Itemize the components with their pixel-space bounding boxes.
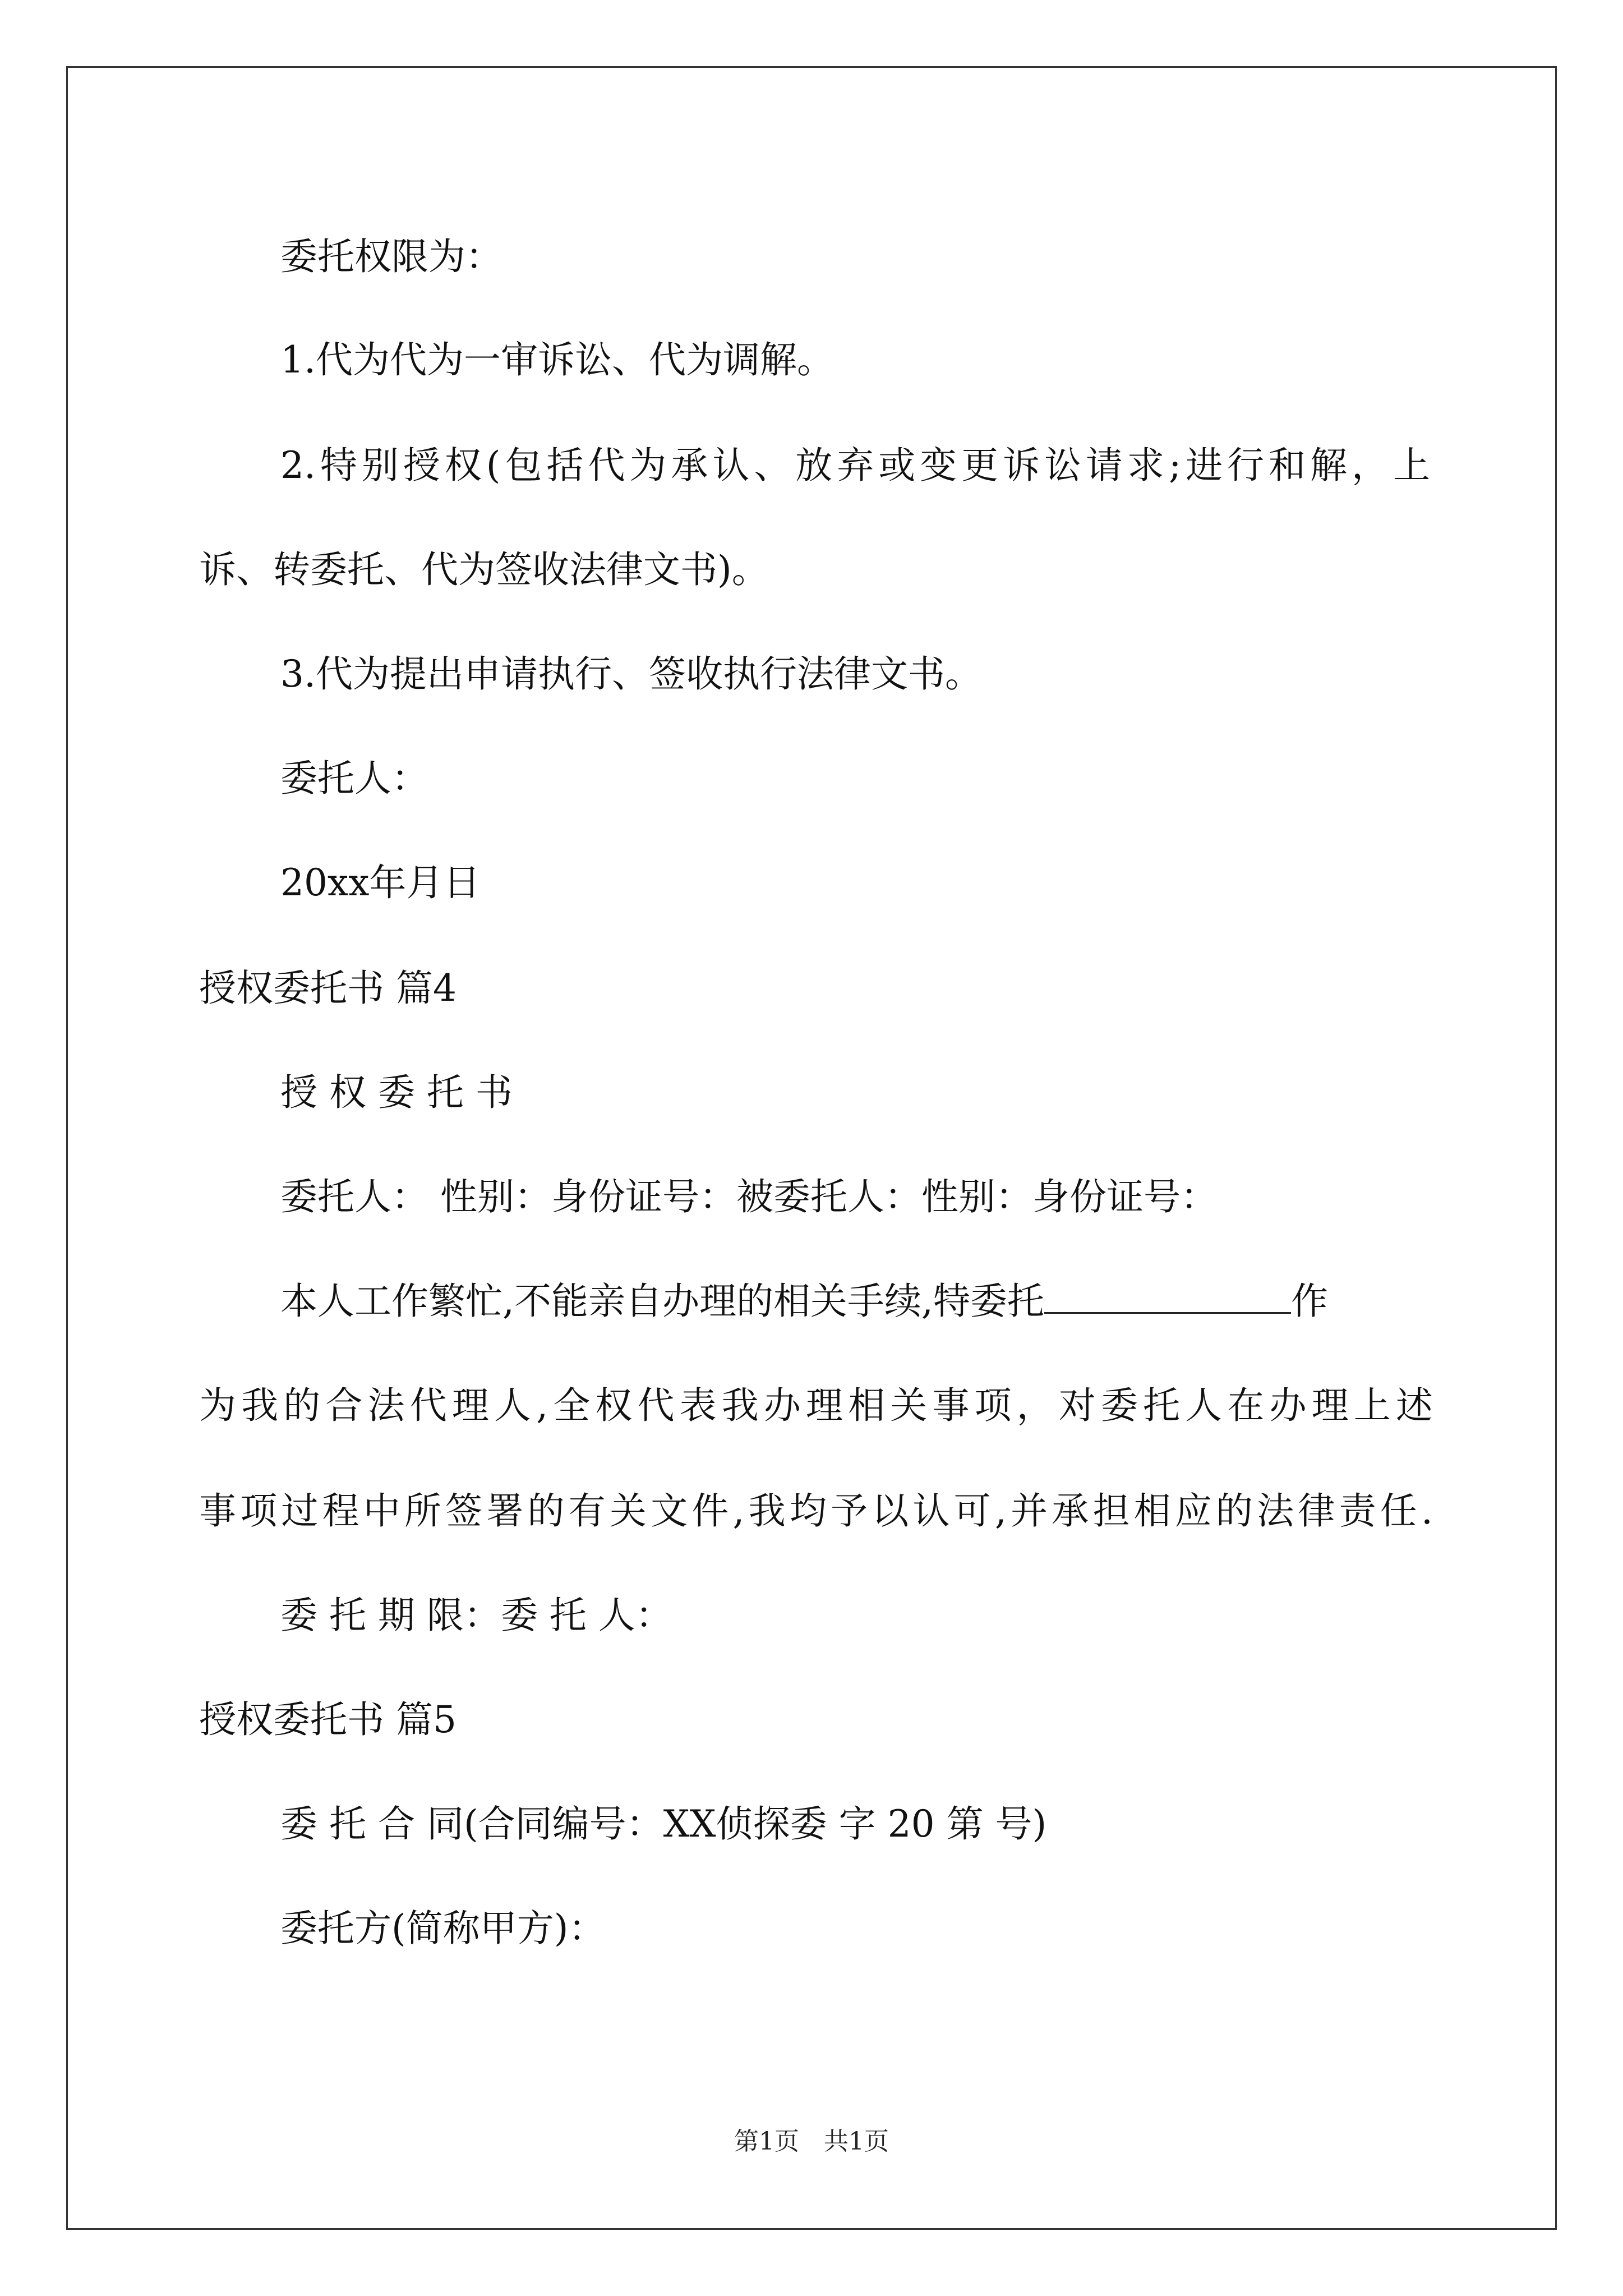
authority-item-3: 3.代为提出申请执行、签收执行法律文书。: [280, 652, 982, 696]
entrust-statement-line-3: 事项过程中所签署的有关文件,我均予以认可,并承担相应的法律责任.: [199, 1489, 1433, 1533]
section-heading-5: 授权委托书 篇5: [199, 1698, 457, 1741]
entrust-statement-line-1: [280, 1279, 1328, 1324]
agent-name-blank[interactable]: [1044, 1281, 1291, 1314]
page-footer: 第1页 共1页: [734, 2127, 889, 2156]
page-border: [66, 66, 1557, 2230]
entrust-statement-tail: 作: [1290, 1280, 1328, 1323]
entrust-statement-line-2: 为我的合法代理人,全权代表我办理相关事项，对委托人在办理上述: [199, 1384, 1433, 1427]
authority-heading: 委托权限为：: [280, 235, 502, 278]
entrust-statement-text: 本人工作繁忙,不能亲自办理的相关手续,特委托: [280, 1280, 1044, 1323]
document-title: 授 权 委 托 书: [280, 1071, 513, 1114]
authority-item-1: 1.代为代为一审诉讼、代为调解。: [280, 338, 834, 381]
contract-title-line: 委 托 合 同(合同编号：XX侦探委 字 20 第 号): [280, 1802, 1047, 1846]
term-and-principal-line: 委 托 期 限：委 托 人：: [280, 1594, 672, 1637]
authority-item-2-line-1: 2.特别授权(包括代为承认、放弃或变更诉讼请求;进行和解，上: [280, 444, 1430, 487]
party-a-line: 委托方(简称甲方)：: [280, 1907, 606, 1950]
principal-label: 委托人：: [280, 757, 428, 800]
authority-item-2-line-2: 诉、转委托、代为签收法律文书)。: [199, 548, 769, 591]
party-info-line: 委托人： 性别：身份证号：被委托人：性别：身份证号：: [280, 1175, 1218, 1218]
section-heading-4: 授权委托书 篇4: [199, 967, 457, 1010]
date-line: 20xx年月日: [280, 861, 481, 904]
